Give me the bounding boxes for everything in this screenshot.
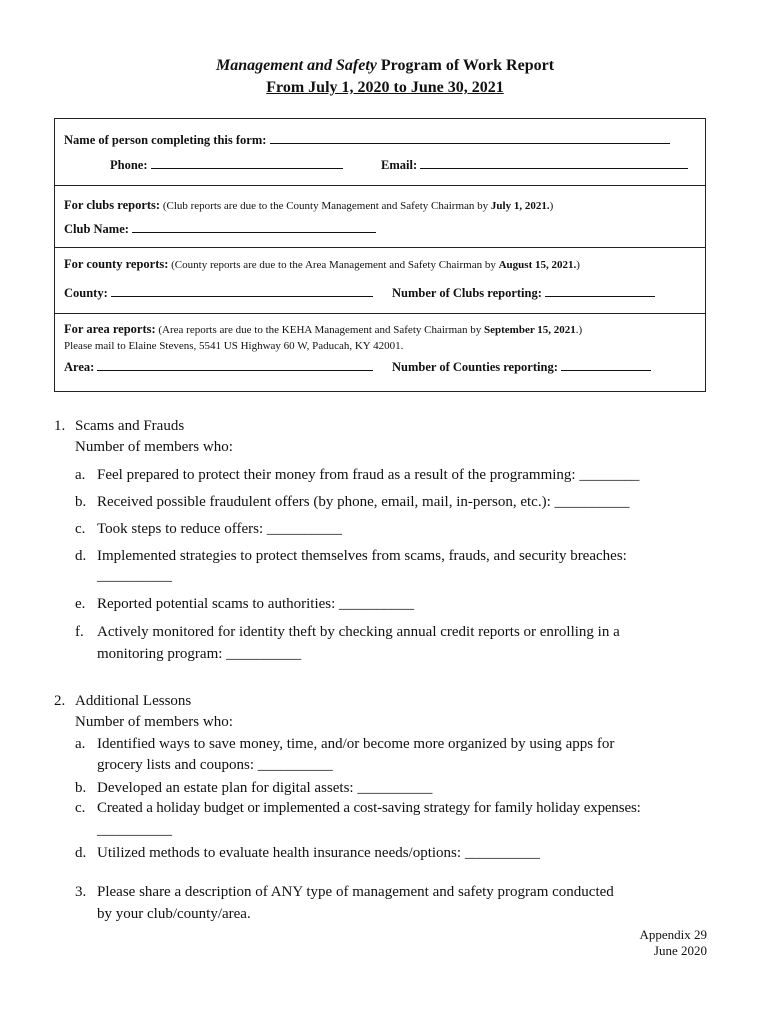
county-note: (County reports are due to the Area Management and Safety Chairman by: [168, 259, 499, 271]
email-field[interactable]: [420, 156, 688, 169]
county-due-date: August 15, 2021.: [498, 259, 577, 271]
area-label: Area:: [64, 360, 95, 374]
question-text: Reported potential scams to authorities: __________: [97, 596, 415, 612]
question-text: Actively monitored for identity theft by checking annual credit reports or enrolling in a: [97, 624, 620, 640]
question-text: Utilized methods to evaluate health insurance needs/options: __________: [97, 845, 540, 861]
counties-reporting-label: Number of Counties reporting:: [392, 360, 558, 374]
section2-number: 2.: [54, 693, 66, 709]
area-heading-row: [64, 322, 582, 337]
question-text: Received possible fraudulent offers (by phone, email, mail, in-person, etc.): __________: [97, 494, 630, 510]
email-label: Email:: [381, 158, 418, 172]
area-note-end: .): [575, 324, 583, 336]
question-answer-blank[interactable]: __________: [97, 568, 172, 584]
clubs-reporting-row: [392, 284, 655, 301]
area-row: [64, 358, 373, 375]
divider: [55, 247, 705, 248]
phone-label: Phone:: [110, 158, 148, 172]
counties-reporting-row: [392, 358, 651, 375]
counties-reporting-field[interactable]: [561, 358, 651, 371]
question-letter: c.: [75, 800, 86, 816]
clubs-reporting-field[interactable]: [545, 284, 655, 297]
club-name-field[interactable]: [132, 220, 376, 233]
area-heading: For area reports:: [64, 322, 156, 336]
county-row: [64, 284, 373, 301]
question-letter: e.: [75, 596, 86, 612]
question-text: Identified ways to save money, time, and/or become more organized by using apps for: [97, 736, 615, 752]
name-label: Name of person completing this form:: [64, 133, 267, 147]
phone-row: [110, 156, 343, 173]
question-letter: b.: [75, 494, 87, 510]
question-letter: f.: [75, 624, 84, 640]
section1-subtitle: Number of members who:: [75, 439, 233, 455]
county-heading-row: [64, 257, 580, 272]
question-letter: c.: [75, 521, 86, 537]
question-text-cont: grocery lists and coupons: __________: [97, 757, 333, 773]
question-text: Developed an estate plan for digital assets: __________: [97, 780, 433, 796]
report-title-rest: Program of Work Report: [376, 57, 555, 74]
appendix-label: Appendix 29: [639, 927, 707, 942]
county-label: County:: [64, 286, 108, 300]
area-due-date: September 15, 2021: [484, 324, 576, 336]
clubs-reporting-label: Number of Clubs reporting:: [392, 286, 542, 300]
appendix-date: June 2020: [653, 943, 707, 958]
clubs-note: (Club reports are due to the County Management and Safety Chairman by: [160, 200, 491, 212]
section3-text-cont: by your club/county/area.: [97, 906, 251, 922]
county-field[interactable]: [111, 284, 373, 297]
clubs-heading-row: [64, 198, 553, 213]
section2-subtitle: Number of members who:: [75, 714, 233, 730]
divider: [55, 313, 705, 314]
club-name-row: [64, 220, 376, 237]
question-text: Took steps to reduce offers: __________: [97, 521, 342, 537]
county-note-end: ): [576, 259, 580, 271]
question-letter: d.: [75, 845, 87, 861]
report-title-italic: Management and Safety: [215, 57, 377, 74]
name-row: [64, 131, 670, 148]
email-row: [381, 156, 688, 173]
county-heading: For county reports:: [64, 257, 169, 271]
clubs-due-date: July 1, 2021.: [490, 200, 550, 212]
question-letter: b.: [75, 780, 87, 796]
question-letter: a.: [75, 736, 86, 752]
report-title: [0, 57, 770, 75]
question-answer-blank[interactable]: __________: [97, 822, 172, 838]
question-letter: a.: [75, 467, 86, 483]
divider: [55, 185, 705, 186]
section3-text: Please share a description of ANY type of management and safety program conducted: [97, 884, 614, 900]
question-letter: d.: [75, 548, 87, 564]
question-text: Feel prepared to protect their money from fraud as a result of the programming: ________: [97, 467, 640, 483]
question-text: Created a holiday budget or implemented a cost-saving strategy for family holiday expenses:: [97, 800, 641, 816]
area-mail-note: Please mail to Elaine Stevens, 5541 US Highway 60 W, Paducah, KY 42001.: [64, 340, 404, 352]
name-field[interactable]: [270, 131, 670, 144]
question-text-cont: monitoring program: __________: [97, 646, 302, 662]
report-period: From July 1, 2020 to June 30, 2021: [266, 79, 504, 96]
clubs-heading: For clubs reports:: [64, 198, 161, 212]
question-text: Implemented strategies to protect themselves from scams, frauds, and security breaches:: [97, 548, 627, 564]
section1-number: 1.: [54, 418, 66, 434]
section2-title: Additional Lessons: [75, 693, 192, 709]
clubs-note-end: ): [549, 200, 554, 212]
area-note: (Area reports are due to the KEHA Management and Safety Chairman by: [155, 324, 485, 336]
section3-number: 3.: [75, 884, 87, 900]
phone-field[interactable]: [151, 156, 343, 169]
section1-title: Scams and Frauds: [75, 418, 185, 434]
club-name-label: Club Name:: [64, 222, 129, 236]
area-field[interactable]: [97, 358, 373, 371]
form-box: [54, 118, 706, 392]
